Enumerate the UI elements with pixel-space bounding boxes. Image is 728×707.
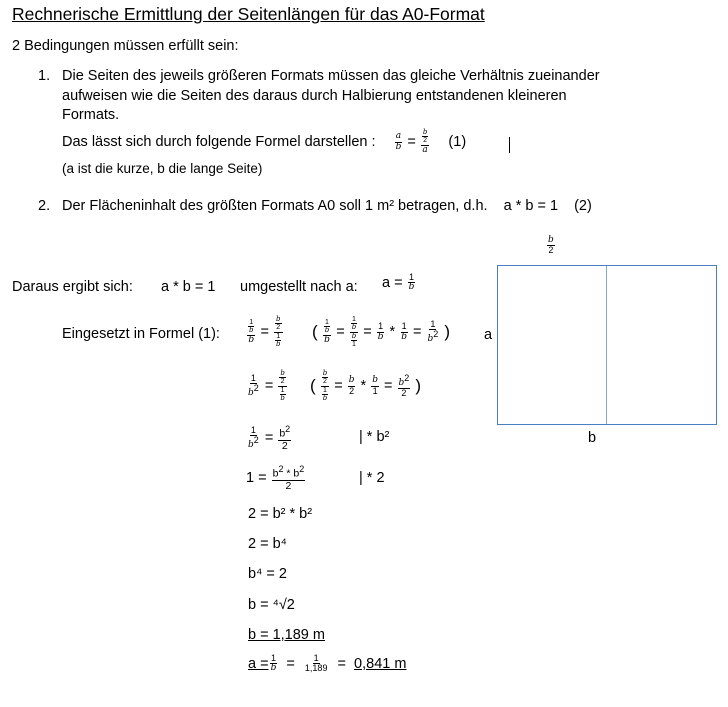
condition2-ref: (2)	[574, 198, 592, 214]
intro-text: 2 Bedingungen müssen erfüllt sein:	[12, 38, 239, 54]
result-a-numerator: 1	[313, 653, 319, 663]
rearranged-label: umgestellt nach a:	[240, 279, 358, 295]
condition1-number: 1.	[38, 68, 51, 84]
diagram-top-label: $\frac{b}{2}$	[548, 235, 554, 256]
step-frac-1-side: ( $\frac{\frac{b}{2}}{\frac{1}{b}}$ = $\frac{b}{2}$ * $\frac{b}{1}$ = $\frac{b^2}{2}$ )	[310, 369, 421, 403]
condition2-text: Der Flächeninhalt des größten Formats A0 soll 1 m² betragen, d.h.	[62, 198, 488, 214]
text-cursor	[509, 137, 510, 153]
step-2-b2b2: 2 = b² * b²	[248, 506, 313, 522]
formula1-text: Das lässt sich durch folgende Formel darstellen :	[62, 133, 376, 150]
condition1-note: (a ist die kurze, b die lange Seite)	[62, 161, 263, 176]
step-2-b4: 2 = b⁴	[248, 536, 287, 552]
condition2-line	[62, 198, 592, 215]
result-a-value: 0,841 m	[354, 655, 407, 672]
rearranged-formula: a = $\frac{1}{b}$	[382, 272, 415, 293]
step-frac-2: $\frac{1}{b^2}$ = $\frac{b^2}{2}$	[248, 424, 291, 452]
diagram-bottom-label-b: b	[588, 430, 597, 446]
formula1-lhs-fraction: $\frac{a}{b}$	[395, 131, 402, 152]
op-mult-2: | * 2	[359, 470, 385, 486]
condition1-line1: Die Seiten des jeweils größeren Formats müssen das gleiche Verhältnis zueinander	[62, 68, 600, 84]
step-frac-3: 1 = $\frac{b^2 * b^2}{2}$	[246, 464, 305, 492]
formula1-rhs-fraction: $\frac{\frac{b}{2}}{a}$	[422, 128, 428, 155]
step-b4-2: b⁴ = 2	[248, 566, 287, 582]
condition1-line3: Formats.	[62, 107, 120, 123]
step-frac-1: $\frac{1}{b^2}$ = $\frac{\frac{b}{2}}{\frac{1}{b}}$	[248, 369, 285, 403]
condition1-line2: aufweisen wie die Seiten des daraus durch Halbierung entstandenen kleineren	[62, 88, 567, 104]
formula1-line: Das lässt sich durch folgende Formel darstellen : $\frac{a}{b}$ = $\frac{\frac{b}{2}}{a}$ (1)	[62, 128, 467, 155]
result-a: a = $\frac{1}{b}$ = $\frac{1}{1,189}$ = 0,841 m	[248, 653, 407, 674]
result-a-denominator: 1,189	[304, 663, 328, 674]
result-b: b = 1,189 m	[248, 627, 325, 643]
diagram-side-label-a: a	[484, 327, 493, 343]
step-root: b = ⁴√2	[248, 597, 295, 613]
formula1-ref: (1)	[448, 133, 467, 150]
step-frac-3-one: 1	[246, 470, 255, 487]
op-mult-b2: | * b²	[359, 429, 390, 445]
inserted-formula: $\frac{\frac{1}{b}}{b}$ = $\frac{\frac{b}{2}}{\frac{1}{b}}$	[248, 315, 281, 349]
inserted-side-calc: ( $\frac{\frac{1}{b}}{b}$ = $\frac{\frac{1}{b}}{\frac{b}{1}}$ = $\frac{1}{b}$ * $\frac{1}{b}$ = $\frac{1}{b^2}$ )	[312, 316, 450, 349]
condition2-formula: a * b = 1	[503, 198, 559, 214]
a0-halving-line	[606, 266, 607, 424]
result-label: Daraus ergibt sich:	[12, 279, 133, 295]
a0-rectangle	[497, 265, 717, 425]
condition2-number: 2.	[38, 198, 51, 214]
result-eq1: a * b = 1	[161, 279, 216, 295]
page-title: Rechnerische Ermittlung der Seitenlängen für das A0-Format	[12, 4, 485, 24]
inserted-label: Eingesetzt in Formel (1):	[62, 326, 220, 342]
